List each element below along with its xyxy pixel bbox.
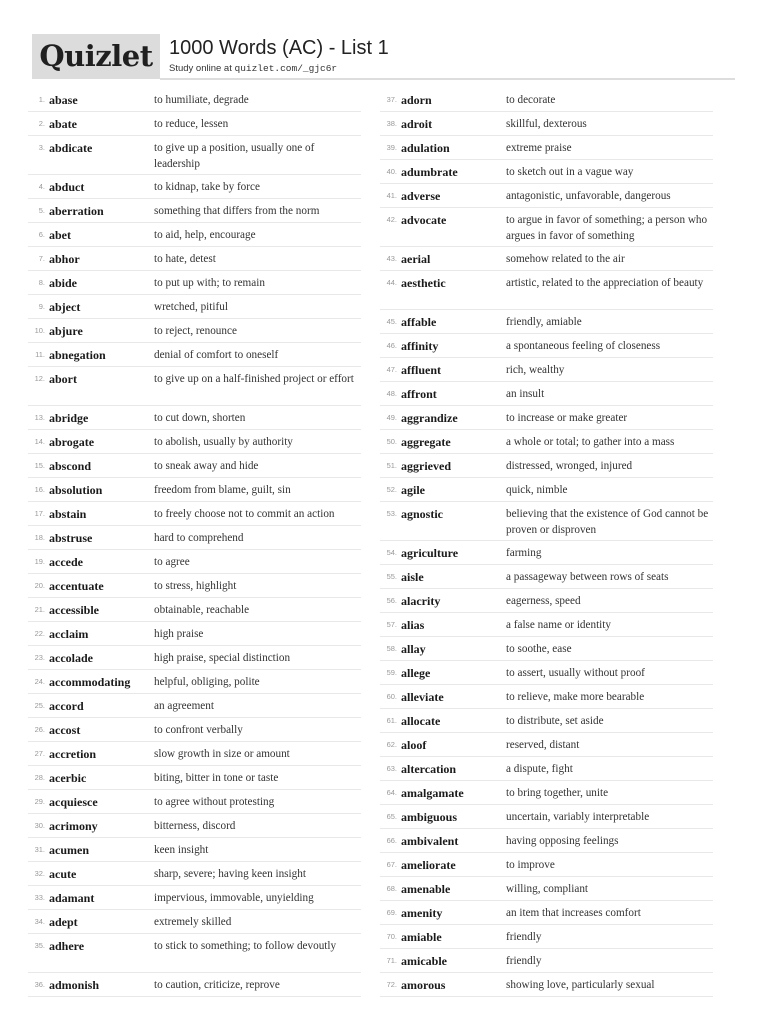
entry-number: 53. [386,509,397,518]
entry-number: 5. [38,206,45,215]
word-entry [380,334,713,358]
word-entry [28,790,361,814]
entry-number: 58. [386,644,397,653]
entry-term: adumbrate [401,165,458,179]
entry-definition: antagonistic, unfavorable, dangerous [506,190,671,202]
word-entry [28,454,361,478]
entry-definition: a dispute, fight [506,763,573,775]
entry-number: 8. [38,278,45,287]
word-entry [380,310,713,334]
entry-definition: to argue in favor of something; a person who argues in favor of something [506,214,708,242]
entry-term: abide [49,276,78,290]
entry-term: alias [401,618,425,632]
word-entry [28,199,361,223]
entry-term: abduct [49,180,85,194]
entry-term: adept [49,915,78,929]
word-entry [380,358,713,382]
entry-number: 11. [35,350,45,359]
entry-definition: friendly [506,955,542,967]
word-entry [28,814,361,838]
entry-term: abnegation [49,348,106,362]
word-entry [28,112,361,136]
entry-number: 45. [386,317,397,326]
word-entry [380,160,713,184]
entry-definition: eagerness, speed [506,595,581,607]
entry-number: 32. [34,869,45,878]
entry-term: allege [401,666,431,680]
word-entry [380,925,713,949]
entry-definition: having opposing feelings [506,835,619,847]
entry-term: amicable [401,954,447,968]
entry-number: 41. [386,191,397,200]
word-entry [380,973,713,997]
entry-term: abdicate [49,141,93,155]
entry-definition: to reject, renounce [154,325,237,337]
entry-term: amenity [401,906,443,920]
entry-definition: freedom from blame, guilt, sin [154,484,291,496]
word-entry [380,613,713,637]
entry-definition: believing that the existence of God cannot be proven or disproven [506,508,709,536]
word-entry [28,88,361,112]
entry-term: accessible [49,603,99,617]
entry-definition: to caution, criticize, reprove [154,979,280,991]
entry-definition: high praise, special distinction [154,652,291,664]
entry-term: accommodating [49,675,131,689]
entry-number: 60. [386,692,397,701]
entry-definition: to confront verbally [154,724,243,736]
subtitle-prefix: Study online at [169,63,235,74]
entry-definition: friendly, amiable [506,316,582,328]
entry-definition: helpful, obliging, polite [154,676,260,688]
word-entry [28,430,361,454]
word-entry [28,694,361,718]
entry-definition: to give up a position, usually one of leadership [154,142,315,170]
entry-number: 6. [38,230,45,239]
entry-definition: extremely skilled [154,916,232,928]
entry-definition: to agree [154,556,190,568]
word-entry [380,685,713,709]
entry-term: abet [49,228,71,242]
entry-definition: willing, compliant [506,883,589,895]
entry-definition: to distribute, set aside [506,715,604,727]
word-list-column-left [28,88,361,997]
word-entry [380,589,713,613]
entry-term: acquiesce [49,795,98,809]
entry-number: 54. [386,548,397,557]
word-entry [380,949,713,973]
word-entry [380,853,713,877]
entry-term: affluent [401,363,441,377]
word-entry [28,838,361,862]
entry-term: acute [49,867,77,881]
word-entry [380,805,713,829]
word-entry [28,742,361,766]
word-entry [380,247,713,271]
entry-term: ambiguous [401,810,458,824]
entry-number: 38. [386,119,397,128]
entry-number: 48. [386,389,397,398]
word-entry [380,502,713,541]
word-entry [380,478,713,502]
word-entry [380,757,713,781]
entry-definition: distressed, wronged, injured [506,460,633,472]
entry-number: 57. [386,620,397,629]
entry-number: 12. [34,374,45,383]
entry-term: alleviate [401,690,444,704]
entry-term: abject [49,300,81,314]
entry-definition: an agreement [154,700,214,712]
entry-definition: keen insight [154,844,209,856]
entry-number: 29. [34,797,45,806]
word-entry [28,478,361,502]
entry-definition: hard to comprehend [154,532,244,544]
entry-number: 14. [34,437,45,446]
entry-term: amenable [401,882,451,896]
word-entry [28,319,361,343]
entry-term: allocate [401,714,441,728]
entry-definition: an item that increases comfort [506,907,641,919]
entry-number: 35. [34,941,45,950]
word-entry [28,718,361,742]
word-entry [380,877,713,901]
entry-number: 27. [34,749,45,758]
entry-definition: wretched, pitiful [154,301,228,313]
entry-definition: sharp, severe; having keen insight [154,868,306,880]
entry-definition: bitterness, discord [154,820,236,832]
word-entry [380,661,713,685]
entry-term: altercation [401,762,457,776]
logo-text: Quizlet [39,39,153,73]
entry-number: 51. [386,461,397,470]
entry-term: accord [49,699,84,713]
word-entry [28,526,361,550]
entry-term: abhor [49,252,80,266]
entry-number: 18. [34,533,45,542]
entry-definition: to abolish, usually by authority [154,436,293,448]
entry-number: 17. [34,509,45,518]
entry-number: 2. [38,119,45,128]
word-entry [28,343,361,367]
entry-number: 39. [386,143,397,152]
entry-term: adulation [401,141,450,155]
entry-number: 66. [386,836,397,845]
entry-number: 65. [386,812,397,821]
entry-definition: slow growth in size or amount [154,748,290,760]
study-online-line [169,63,337,75]
entry-term: advocate [401,213,447,227]
word-entry [380,382,713,406]
entry-number: 61. [386,716,397,725]
word-entry [28,367,361,406]
entry-term: allay [401,642,426,656]
word-entry [28,766,361,790]
entry-term: aberration [49,204,104,218]
entry-number: 23. [34,653,45,662]
entry-number: 25. [34,701,45,710]
header-divider [160,78,735,80]
word-entry [28,406,361,430]
entry-number: 1. [38,95,45,104]
entry-definition: to put up with; to remain [154,277,265,289]
entry-definition: to freely choose not to commit an action [154,508,335,520]
entry-number: 44. [386,278,397,287]
entry-term: aisle [401,570,424,584]
entry-definition: to bring together, unite [506,787,609,799]
entry-definition: to aid, help, encourage [154,229,256,241]
entry-term: affable [401,315,437,329]
entry-definition: to sketch out in a vague way [506,166,634,178]
entry-definition: to sneak away and hide [154,460,259,472]
entry-term: abate [49,117,77,131]
word-entry [380,136,713,160]
entry-definition: friendly [506,931,542,943]
word-entry [28,973,361,997]
entry-definition: something that differs from the norm [154,205,320,217]
entry-definition: an insult [506,388,545,400]
entry-definition: high praise [154,628,204,640]
entry-definition: to increase or make greater [506,412,628,424]
entry-definition: to stick to something; to follow devoutly [154,940,337,952]
entry-number: 72. [386,980,397,989]
word-entry [28,136,361,175]
word-entry [28,550,361,574]
word-entry [380,112,713,136]
entry-number: 56. [386,596,397,605]
entry-term: aerial [401,252,431,266]
word-entry [380,733,713,757]
entry-number: 31. [34,845,45,854]
entry-number: 15. [34,461,45,470]
entry-number: 34. [34,917,45,926]
entry-number: 52. [386,485,397,494]
entry-number: 59. [386,668,397,677]
entry-number: 69. [386,908,397,917]
entry-term: abjure [49,324,83,338]
entry-number: 49. [386,413,397,422]
entry-term: amalgamate [401,786,464,800]
word-entry [28,574,361,598]
entry-definition: extreme praise [506,142,572,154]
entry-term: amiable [401,930,442,944]
entry-number: 26. [34,725,45,734]
entry-term: adamant [49,891,95,905]
entry-term: aggregate [401,435,451,449]
word-entry [28,886,361,910]
entry-number: 50. [386,437,397,446]
entry-number: 71. [386,956,397,965]
entry-number: 10. [34,326,45,335]
entry-term: accentuate [49,579,104,593]
entry-number: 19. [34,557,45,566]
entry-number: 67. [386,860,397,869]
entry-definition: impervious, immovable, unyielding [154,892,314,904]
entry-number: 13. [34,413,45,422]
entry-definition: farming [506,547,542,559]
entry-number: 16. [34,485,45,494]
entry-term: acerbic [49,771,87,785]
entry-number: 3. [38,143,45,152]
entry-number: 62. [386,740,397,749]
word-entry [380,271,713,310]
quizlet-logo [32,34,160,79]
word-entry [380,88,713,112]
entry-term: amorous [401,978,446,992]
entry-definition: a false name or identity [506,619,611,631]
entry-term: adhere [49,939,85,953]
entry-number: 28. [34,773,45,782]
entry-term: agriculture [401,546,459,560]
word-entry [380,565,713,589]
entry-definition: to hate, detest [154,253,216,265]
entry-term: abstain [49,507,87,521]
word-entry [28,910,361,934]
entry-definition: to agree without protesting [154,796,275,808]
entry-term: abort [49,372,77,386]
word-entry [28,622,361,646]
entry-definition: denial of comfort to oneself [154,349,279,361]
entry-definition: to give up on a half-finished project or effort [154,373,354,385]
entry-term: ambivalent [401,834,459,848]
entry-definition: to decorate [506,94,556,106]
entry-term: adorn [401,93,432,107]
entry-definition: skillful, dexterous [506,118,587,130]
entry-term: ameliorate [401,858,456,872]
entry-number: 47. [386,365,397,374]
entry-number: 22. [34,629,45,638]
word-entry [28,295,361,319]
entry-definition: artistic, related to the appreciation of beauty [506,277,704,289]
entry-term: accretion [49,747,97,761]
entry-term: agnostic [401,507,443,521]
entry-number: 9. [38,302,45,311]
word-entry [28,175,361,199]
entry-number: 20. [34,581,45,590]
entry-number: 42. [386,215,397,224]
entry-term: aesthetic [401,276,446,290]
entry-number: 33. [34,893,45,902]
entry-definition: to assert, usually without proof [506,667,645,679]
entry-definition: to soothe, ease [506,643,572,655]
word-entry [380,781,713,805]
word-entry [28,670,361,694]
entry-number: 7. [38,254,45,263]
word-entry [28,271,361,295]
word-entry [28,502,361,526]
entry-term: affinity [401,339,439,353]
word-entry [380,709,713,733]
entry-definition: quick, nimble [506,484,568,496]
study-url-link[interactable]: quizlet.com/_gjc6r [234,63,338,74]
entry-definition: to reduce, lessen [154,118,229,130]
entry-term: abscond [49,459,92,473]
entry-term: abrogate [49,435,95,449]
entry-number: 55. [386,572,397,581]
entry-term: aloof [401,738,427,752]
entry-definition: somehow related to the air [506,253,625,265]
word-entry [380,430,713,454]
word-entry [380,829,713,853]
entry-number: 36. [34,980,45,989]
word-entry [380,406,713,430]
entry-definition: biting, bitter in tone or taste [154,772,279,784]
word-entry [380,637,713,661]
entry-term: adverse [401,189,441,203]
entry-number: 46. [386,341,397,350]
entry-number: 68. [386,884,397,893]
entry-number: 4. [38,182,45,191]
entry-definition: a spontaneous feeling of closeness [506,340,661,352]
word-entry [28,934,361,973]
word-entry [28,247,361,271]
entry-number: 40. [386,167,397,176]
word-entry [380,541,713,565]
entry-number: 70. [386,932,397,941]
entry-number: 24. [34,677,45,686]
entry-definition: reserved, distant [506,739,580,751]
word-entry [28,646,361,670]
entry-term: agile [401,483,425,497]
entry-term: acclaim [49,627,89,641]
entry-number: 30. [34,821,45,830]
word-entry [380,901,713,925]
entry-definition: to kidnap, take by force [154,181,260,193]
entry-definition: to relieve, make more bearable [506,691,645,703]
entry-term: adroit [401,117,433,131]
entry-definition: a passageway between rows of seats [506,571,669,583]
word-entry [380,184,713,208]
entry-number: 64. [386,788,397,797]
entry-term: aggrandize [401,411,458,425]
entry-term: abridge [49,411,89,425]
word-entry [28,862,361,886]
entry-definition: obtainable, reachable [154,604,250,616]
word-entry [28,598,361,622]
entry-definition: showing love, particularly sexual [506,979,655,991]
word-entry [380,208,713,247]
entry-definition: a whole or total; to gather into a mass [506,436,675,448]
entry-term: absolution [49,483,103,497]
entry-term: acumen [49,843,89,857]
entry-term: admonish [49,978,100,992]
entry-term: abstruse [49,531,93,545]
page-header [32,34,735,80]
entry-definition: to humiliate, degrade [154,94,249,106]
entry-term: acrimony [49,819,98,833]
entry-number: 21. [34,605,45,614]
entry-term: abase [49,93,78,107]
entry-number: 43. [386,254,397,263]
entry-definition: rich, wealthy [506,364,565,376]
entry-term: alacrity [401,594,441,608]
entry-term: accolade [49,651,93,665]
word-entry [28,223,361,247]
word-list-column-right [380,88,713,997]
entry-number: 63. [386,764,397,773]
entry-definition: to cut down, shorten [154,412,246,424]
entry-term: aggrieved [401,459,451,473]
entry-term: accede [49,555,83,569]
entry-definition: to stress, highlight [154,580,237,592]
entry-definition: to improve [506,859,555,871]
entry-term: accost [49,723,81,737]
page-title: 1000 Words (AC) - List 1 [169,37,389,59]
word-entry [380,454,713,478]
entry-number: 37. [386,95,397,104]
entry-definition: uncertain, variably interpretable [506,811,650,823]
entry-term: affront [401,387,437,401]
